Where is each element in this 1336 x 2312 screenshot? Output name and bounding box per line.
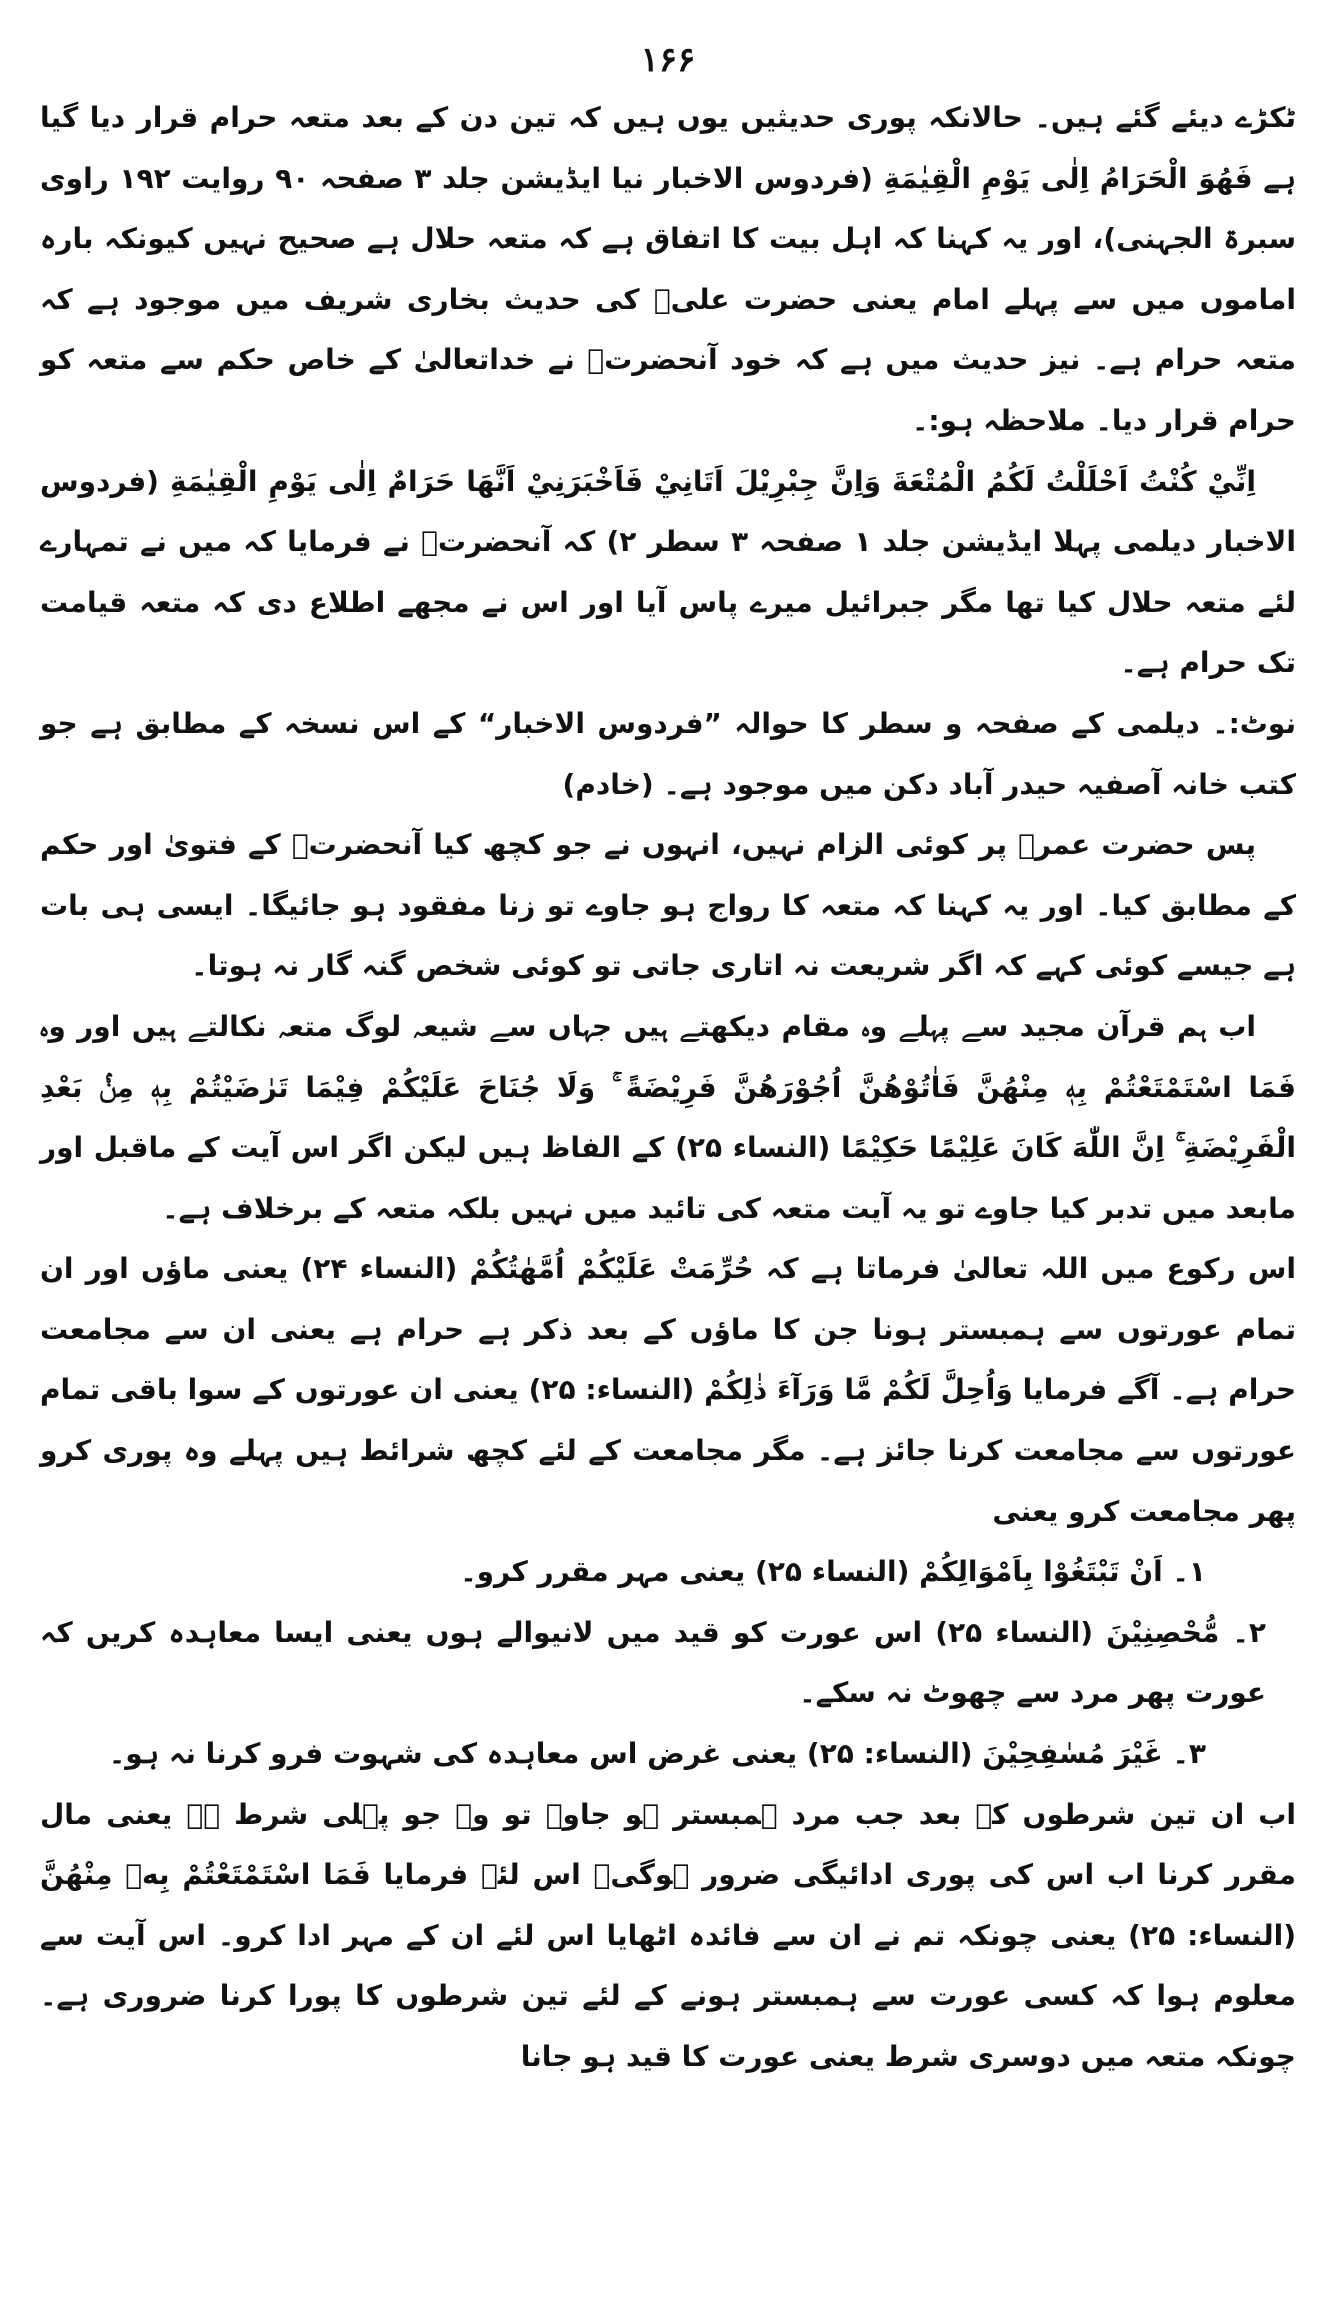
document-page <box>40 36 1296 2286</box>
paragraph-hazrat-umar: پس حضرت عمرؓ پر کوئی الزام نہیں، انہوں نے جو کچھ کیا آنحضرتؐ کے فتویٰ اور حکم کے مطابق کیا۔ اور یہ کہنا کہ متعہ کا رواج ہو جاوے تو زنا مفقود ہو جائیگا۔ ایسی ہی بات ہے جیسے کوئی کہے کہ اگر شریعت نہ اتاری جاتی تو کوئی شخص گنہ گار نہ ہوتا۔ <box>40 828 1296 983</box>
page-number: ۱۶۶ <box>640 40 696 80</box>
document-body <box>40 88 1296 2088</box>
paragraph-note: نوٹ:۔ دیلمی کے صفحہ و سطر کا حوالہ ”فردوس الاخبار“ کے اس نسخہ کے مطابق ہے جو کتب خانہ آصفیہ حیدر آباد دکن میں موجود ہے۔ (خادم) <box>40 706 1296 801</box>
list-item-condition-2: ۲۔ مُّحْصِنِيْنَ (النساء ۲۵) اس عورت کو قید میں لانیوالے ہوں یعنی ایسا معاہدہ کریں کہ عورت پھر مرد سے چھوٹ نہ سکے۔ <box>40 1615 1266 1710</box>
paragraph-hadith-quote: اِنِّيْ كُنْتُ اَحْلَلْتُ لَكُمُ الْمُتْعَةَ وَاِنَّ جِبْرِيْلَ اَتَانِيْ فَاَخْبَرَنِيْ اَنَّهَا حَرَامٌ اِلٰی يَوْمِ الْقِيٰمَةِ (فردوس الاخبار دیلمی پہلا ایڈیشن جلد ۱ صفحہ ۳ سطر ۲) کہ آنحضرتؐ نے فرمایا کہ میں نے تمہارے لئے متعہ حلال کیا تھا مگر جبرائیل میرے پاس آیا اور اس نے مجھے اطلاع دی کہ متعہ قیامت تک حرام ہے۔ <box>40 464 1297 680</box>
list-item-condition-1: ۱۔ اَنْ تَبْتَغُوْا بِاَمْوَالِكُمْ (النساء ۲۵) یعنی مہر مقرر کرو۔ <box>460 1555 1206 1589</box>
paragraph-hadith-intro: ٹکڑے دیئے گئے ہیں۔ حالانکہ پوری حدیثیں یوں ہیں کہ تین دن کے بعد متعہ حرام قرار دیا گیا ہے فَهُوَ الْحَرَامُ اِلٰی يَوْمِ الْقِيٰمَةِ (فردوس الاخبار نیا ایڈیشن جلد ۳ صفحہ ۹۰ روایت ۱۹۲ راوی سبرۃ الجہنی)، اور یہ کہنا کہ اہل بیت کا اتفاق ہے کہ متعہ حلال ہے صحیح نہیں کیونکہ بارہ اماموں میں سے پہلے امام یعنی حضرت علیؓ کی حدیث بخاری شریف میں موجود ہے کہ متعہ حرام ہے۔ نیز حدیث میں ہے کہ خود آنحضرتؐ نے خداتعالیٰ کے خاص حکم سے متعہ کو حرام قرار دیا۔ ملاحظہ ہو:۔ <box>40 101 1297 437</box>
paragraph-conclusion: اب ان تین شرطوں کے بعد جب مرد ہمبستر ہو جاوے تو وہ جو پہلی شرط ہے یعنی مال مقرر کرنا اب اس کی پوری ادائیگی ضرور ہوگی۔ اس لئے فرمایا فَمَا اسْتَمْتَعْتُمْ بِهٖ مِنْهُنَّ (النساء: ۲۵) یعنی چونکہ تم نے ان سے فائدہ اٹھایا اس لئے ان کے مہر ادا کرو۔ اس آیت سے معلوم ہوا کہ کسی عورت سے ہمبستر ہونے کے لئے تین شرطوں کا پورا کرنا ضروری ہے۔ چونکہ متعہ میں دوسری شرط یعنی عورت کا قید ہو جانا <box>40 1797 1296 2073</box>
list-item-condition-3: ۳۔ غَيْرَ مُسٰفِحِيْنَ (النساء: ۲۵) یعنی غرض اس معاہدہ کی شہوت فرو کرنا نہ ہو۔ <box>108 1737 1206 1771</box>
paragraph-ruku-explanation: اس رکوع میں اللہ تعالیٰ فرماتا ہے کہ حُرِّمَتْ عَلَيْكُمْ اُمَّهٰتُكُمْ (النساء ۲۴) یعنی ماؤں اور ان تمام عورتوں سے ہمبستر ہونا جن کا ماؤں کے بعد ذکر ہے حرام ہے یعنی ان سے مجامعت حرام ہے۔ آگے فرمایا وَاُحِلَّ لَكُمْ مَّا وَرَآءَ ذٰلِكُمْ (النساء: ۲۵) یعنی ان عورتوں کے سوا باقی تمام عورتوں سے مجامعت کرنا جائز ہے۔ مگر مجامعت کے لئے کچھ شرائط ہیں پہلے وہ پوری کرو پھر مجامعت کرو یعنی <box>40 1252 1296 1528</box>
paragraph-quran-verse: اب ہم قرآن مجید سے پہلے وہ مقام دیکھتے ہیں جہاں سے شیعہ لوگ متعہ نکالتے ہیں اور وہ فَمَا اسْتَمْتَعْتُمْ بِهٖ مِنْهُنَّ فَاٰتُوْهُنَّ اُجُوْرَهُنَّ فَرِيْضَةً ۚ وَلَا جُنَاحَ عَلَيْكُمْ فِيْمَا تَرٰضَيْتُمْ بِهٖ مِنْۢ بَعْدِ الْفَرِيْضَةِ ۚ اِنَّ اللّٰهَ كَانَ عَلِيْمًا حَكِيْمًا (النساء ۲۵) کے الفاظ ہیں لیکن اگر اس آیت کے ماقبل اور مابعد میں تدبر کیا جاوے تو یہ آیت متعہ کی تائید میں نہیں بلکہ متعہ کے برخلاف ہے۔ <box>40 1009 1296 1225</box>
